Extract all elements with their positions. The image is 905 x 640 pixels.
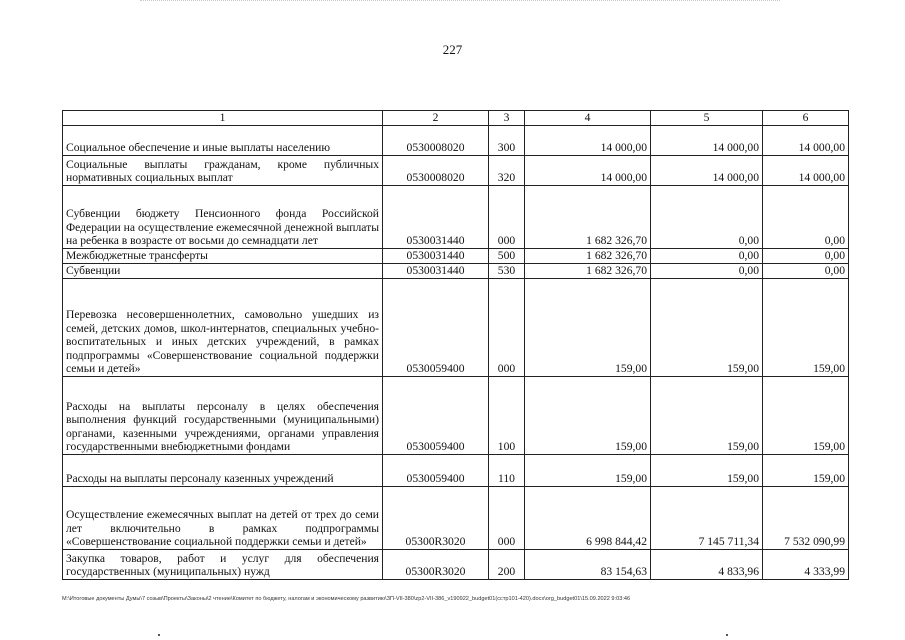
scan-speck <box>158 634 160 636</box>
amount-col4: 159,00 <box>525 455 651 487</box>
amount-col6: 4 333,99 <box>763 550 849 580</box>
table-row <box>63 126 849 156</box>
table-row <box>63 377 849 455</box>
table-header-row <box>63 111 849 126</box>
amount-col4: 159,00 <box>525 377 651 455</box>
expense-type-code: 320 <box>489 156 525 186</box>
amount-col6: 0,00 <box>763 186 849 249</box>
table-row <box>63 279 849 377</box>
amount-col6: 14 000,00 <box>763 126 849 156</box>
amount-col4: 159,00 <box>525 279 651 377</box>
amount-col5: 159,00 <box>651 377 763 455</box>
amount-col4: 1 682 326,70 <box>525 186 651 249</box>
expense-name: Социальное обеспечение и иные выплаты населению <box>63 126 383 156</box>
expense-type-code: 300 <box>489 126 525 156</box>
amount-col5: 14 000,00 <box>651 126 763 156</box>
target-article-code: 0530059400 <box>383 279 489 377</box>
expense-name: Расходы на выплаты персоналу в целях обеспечения выполнения функций государственными (муниципальными) органами, казенными учреждениями, органами управления государственными внебюджетными фондами <box>63 377 383 455</box>
amount-col6: 0,00 <box>763 249 849 264</box>
column-header: 6 <box>763 111 849 126</box>
amount-col4: 14 000,00 <box>525 156 651 186</box>
amount-col6: 7 532 090,99 <box>763 487 849 550</box>
expense-type-code: 500 <box>489 249 525 264</box>
amount-col5: 4 833,96 <box>651 550 763 580</box>
expense-name: Межбюджетные трансферты <box>63 249 383 264</box>
expense-type-code: 000 <box>489 487 525 550</box>
expense-name: Социальные выплаты гражданам, кроме публичных нормативных социальных выплат <box>63 156 383 186</box>
expense-name: Перевозка несовершеннолетних, самовольно ушедших из семей, детских домов, школ-интернатов, специальных учебно-воспитательных и иных детских учреждений, в рамках подпрограммы «Совершенствование социальной поддержки семьи и детей» <box>63 279 383 377</box>
column-header: 4 <box>525 111 651 126</box>
table-row <box>63 156 849 186</box>
amount-col4: 14 000,00 <box>525 126 651 156</box>
scan-speck <box>726 634 728 636</box>
expense-type-code: 110 <box>489 455 525 487</box>
expense-type-code: 100 <box>489 377 525 455</box>
amount-col6: 159,00 <box>763 455 849 487</box>
expense-name: Субвенции <box>63 264 383 279</box>
expense-type-code: 530 <box>489 264 525 279</box>
file-path-footer: M:\Итоговые документы Думы\7 созыв\Проекты\Законы\2 чтение\Комитет по бюджету, налогам и экономическому развитию\ЗП-VII-380\zp2-VII-386_v190922_budget01(сстр101-420).docx\org_budget01\15.09.2022 9:03:46 <box>62 596 631 602</box>
table-row <box>63 186 849 249</box>
expense-name: Расходы на выплаты персоналу казенных учреждений <box>63 455 383 487</box>
amount-col4: 83 154,63 <box>525 550 651 580</box>
scan-edge-noise <box>140 0 780 5</box>
table-row <box>63 550 849 580</box>
amount-col4: 6 998 844,42 <box>525 487 651 550</box>
amount-col5: 0,00 <box>651 186 763 249</box>
column-header: 1 <box>63 111 383 126</box>
expense-type-code: 000 <box>489 186 525 249</box>
amount-col5: 14 000,00 <box>651 156 763 186</box>
amount-col5: 0,00 <box>651 264 763 279</box>
target-article-code: 0530031440 <box>383 264 489 279</box>
target-article-code: 05300R3020 <box>383 550 489 580</box>
table-row <box>63 249 849 264</box>
table-row <box>63 455 849 487</box>
amount-col5: 0,00 <box>651 249 763 264</box>
expense-type-code: 200 <box>489 550 525 580</box>
amount-col6: 0,00 <box>763 264 849 279</box>
amount-col6: 159,00 <box>763 279 849 377</box>
expense-name: Субвенции бюджету Пенсионного фонда Российской Федерации на осуществление ежемесячной денежной выплаты на ребенка в возрасте от восьми до семнадцати лет <box>63 186 383 249</box>
amount-col6: 14 000,00 <box>763 156 849 186</box>
target-article-code: 0530008020 <box>383 126 489 156</box>
expense-name: Закупка товаров, работ и услуг для обеспечения государственных (муниципальных) нужд <box>63 550 383 580</box>
amount-col4: 1 682 326,70 <box>525 249 651 264</box>
target-article-code: 0530059400 <box>383 455 489 487</box>
amount-col5: 159,00 <box>651 279 763 377</box>
table-row <box>63 264 849 279</box>
amount-col5: 159,00 <box>651 455 763 487</box>
expense-type-code: 000 <box>489 279 525 377</box>
target-article-code: 0530008020 <box>383 156 489 186</box>
table-row <box>63 487 849 550</box>
target-article-code: 0530031440 <box>383 249 489 264</box>
column-header: 5 <box>651 111 763 126</box>
budget-table <box>62 110 849 580</box>
page-number: 227 <box>442 42 463 57</box>
target-article-code: 0530059400 <box>383 377 489 455</box>
target-article-code: 05300R3020 <box>383 487 489 550</box>
expense-name: Осуществление ежемесячных выплат на детей от трех до семи лет включительно в рамках подпрограммы «Совершенствование социальной поддержки семьи и детей» <box>63 487 383 550</box>
target-article-code: 0530031440 <box>383 186 489 249</box>
column-header: 2 <box>383 111 489 126</box>
column-header: 3 <box>489 111 525 126</box>
amount-col4: 1 682 326,70 <box>525 264 651 279</box>
amount-col6: 159,00 <box>763 377 849 455</box>
amount-col5: 7 145 711,34 <box>651 487 763 550</box>
